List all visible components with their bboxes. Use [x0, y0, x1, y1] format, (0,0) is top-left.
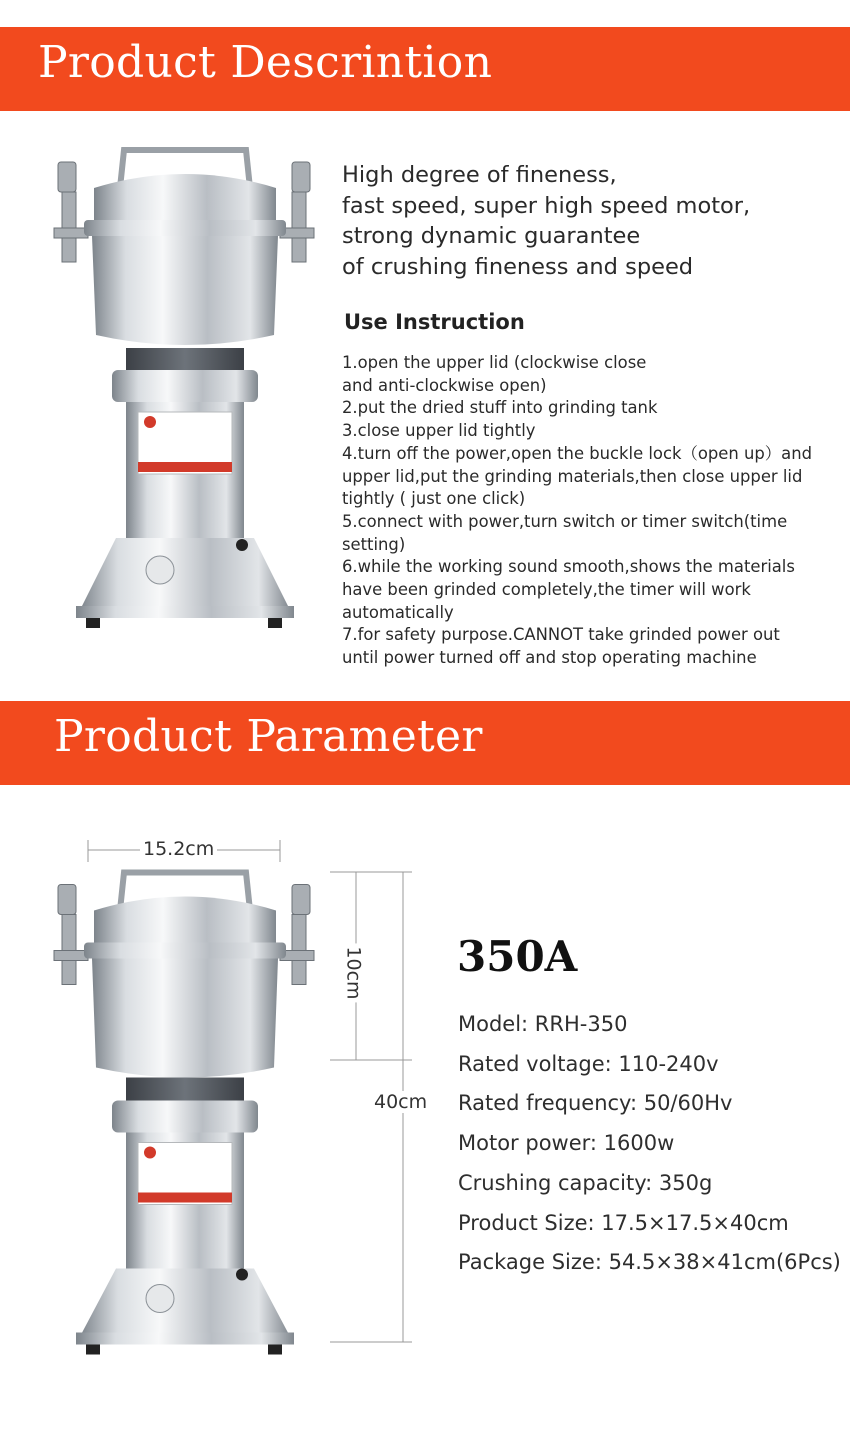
instruction-line: 2.put the dried stuff into grinding tank	[342, 398, 658, 418]
instruction-line: and anti-clockwise open)	[342, 375, 547, 395]
instruction-line: 6.while the working sound smooth,shows the materials	[342, 557, 795, 577]
description-line: High degree of fineness,	[342, 162, 617, 188]
product-description	[342, 160, 822, 282]
section-title: Product Descrintion	[38, 37, 493, 88]
left-clamp	[54, 162, 88, 262]
spec-item: Product Size: 17.5×17.5×40cm	[458, 1210, 789, 1235]
spec-item: Rated voltage: 110-240v	[458, 1051, 719, 1076]
spec-item: Model: RRH-350	[458, 1012, 628, 1036]
width-dimension-label: 15.2cm	[140, 838, 217, 860]
instruction-line: have been grinded completely,the timer will work	[342, 580, 751, 600]
use-instruction-heading: Use Instruction	[344, 310, 525, 334]
spec-item: Crushing capacity: 350g	[458, 1170, 713, 1195]
lid-height-dimension-label: 10cm	[343, 943, 365, 1002]
instruction-line: 4.turn off the power,open the buckle lock（open up）and	[342, 443, 812, 463]
spec-item: Rated frequency: 50/60Hv	[458, 1091, 733, 1116]
model-title: 350A	[457, 932, 578, 981]
description-line: strong dynamic guarantee	[342, 223, 641, 249]
description-line: of crushing fineness and speed	[342, 253, 694, 280]
spec-item: Package Size: 54.5×38×41cm(6Pcs)	[458, 1250, 841, 1275]
right-clamp	[280, 162, 314, 262]
instruction-steps	[342, 352, 837, 670]
section-banner-description	[0, 27, 850, 111]
description-line: fast speed, super high speed motor,	[342, 192, 751, 219]
spec-item: Motor power: 1600w	[458, 1131, 675, 1156]
instruction-line: 1.open the upper lid (clockwise close	[342, 353, 647, 372]
instruction-line: until power turned off and stop operating machine	[342, 648, 757, 668]
grinder-image	[40, 860, 330, 1375]
grinder-image	[40, 140, 330, 650]
instruction-line: automatically	[342, 602, 454, 622]
total-height-dimension-label: 40cm	[371, 1091, 430, 1113]
section-banner-parameter	[0, 701, 850, 785]
instruction-line: setting)	[342, 534, 406, 554]
instruction-line: tightly ( just one click)	[342, 489, 526, 509]
instruction-line: 5.connect with power,turn switch or timer switch(time	[342, 511, 788, 531]
right-clamp	[280, 885, 314, 985]
spec-list	[458, 1005, 841, 1283]
section-title: Product Parameter	[54, 711, 483, 762]
left-clamp	[54, 885, 88, 985]
instruction-line: 7.for safety purpose.CANNOT take grinded power out	[342, 625, 780, 645]
instruction-line: 3.close upper lid tightly	[342, 421, 536, 441]
instruction-line: upper lid,put the grinding materials,then close upper lid	[342, 466, 803, 486]
